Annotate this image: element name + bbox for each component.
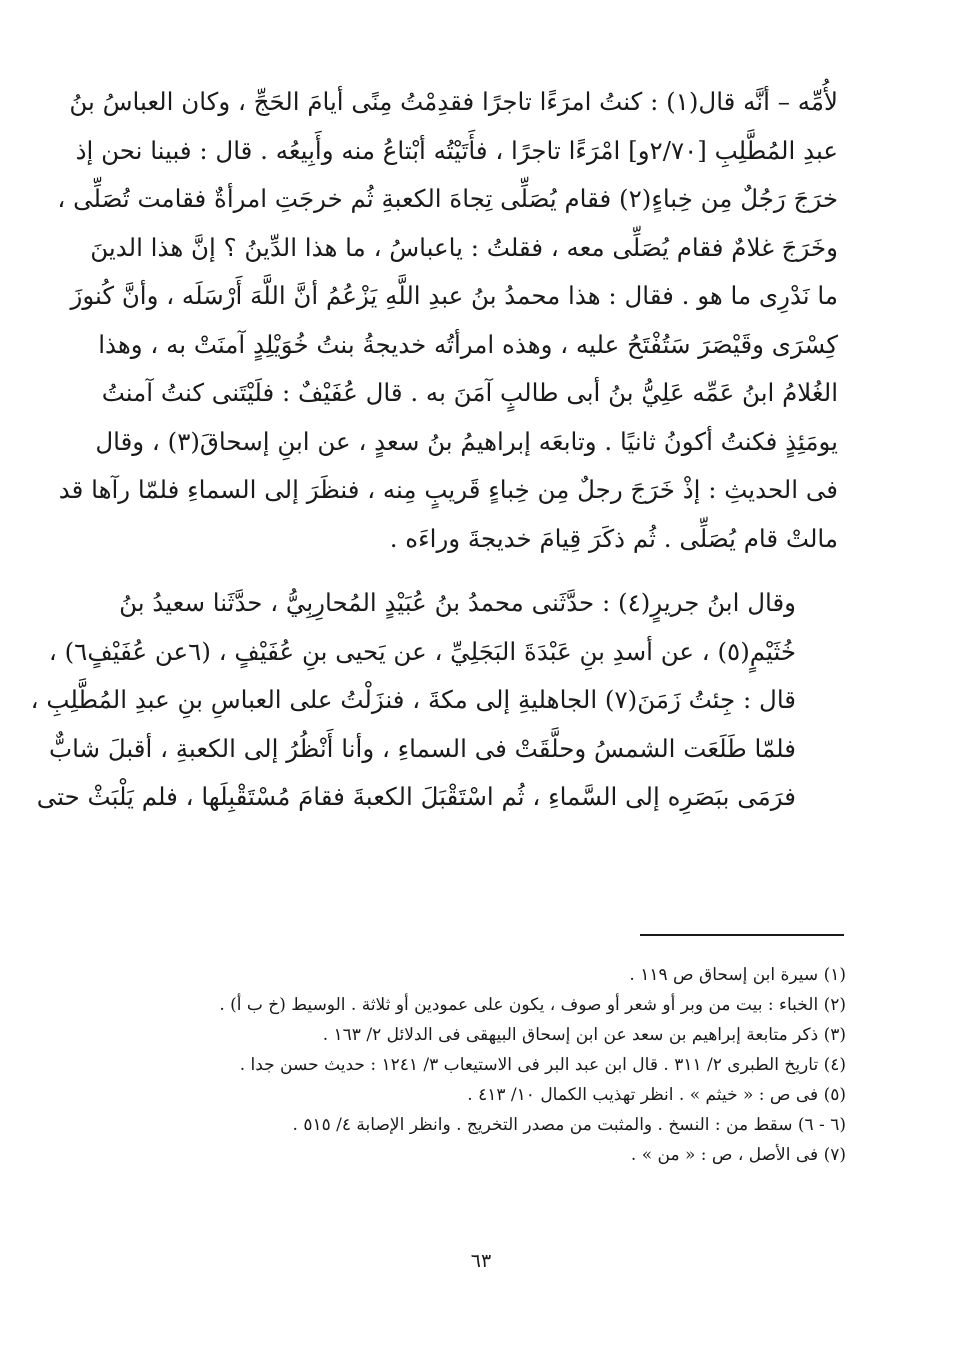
paragraph-1 <box>57 78 838 563</box>
text-line: الغُلامُ ابنُ عَمِّه عَلِيُّ بنُ أبى طالبٍ آمَنَ به . قال عُفَيْفٌ : فلَيْتَنى كنتُ آمنتُ <box>101 378 838 407</box>
footnote-divider <box>640 934 844 936</box>
footnote-2: (٢) الخباء : بيت من وبر أو شعر أو صوف ، يكون على عمودين أو ثلاثة . الوسيط (خ ب أ) . <box>219 995 846 1015</box>
text-line: فرَمَى ببَصَرِه إلى السَّماءِ ، ثُم اسْتَقْبَلَ الكعبةَ فقامَ مُسْتَقْبِلَها ، فلم يَلْبَثْ حتى <box>36 782 796 811</box>
paragraph-2 <box>30 579 838 822</box>
text-line: خُثَيْمٍ(٥) ، عن أسدِ بنِ عَبْدَةَ البَجَلِيِّ ، عن يَحيى بنِ عُفَيْفٍ ، (٦عن عُفَيْفٍ٦) ، <box>48 636 796 666</box>
text-line: ما نَدْرِى ما هو . فقال : هذا محمدُ بنُ عبدِ اللَّهِ يَزْعُمُ أنَّ اللَّهَ أَرْسَلَه ، وأنَّ كُنوزَ <box>70 281 838 310</box>
text-line: قال : جِئتُ زَمَنَ(٧) الجاهليةِ إلى مكةَ ، فنزَلْتُ على العباسِ بنِ عبدِ المُطَّلِبِ ، <box>30 685 796 714</box>
footnote-7: (٧) فى الأصل ، ص : « من » . <box>630 1145 846 1165</box>
footnote-3: (٣) ذكر متابعة إبراهيم بن سعد عن ابن إسحاق البيهقى فى الدلائل ٢/ ١٦٣ . <box>322 1025 846 1045</box>
footnote-5: (٥) فى ص : « خيثم » . انظر تهذيب الكمال ١٠/ ٤١٣ . <box>467 1085 846 1105</box>
footnote-1: (١) سيرة ابن إسحاق ص ١١٩ . <box>629 965 846 985</box>
text-line: كِسْرَى وقَيْصَرَ سَتُفْتَحُ عليه ، وهذه امرأتُه خديجةُ بنتُ خُوَيْلِدٍ آمنَتْ به ، وهذا <box>98 329 838 359</box>
text-line: فى الحديثِ : إذْ خَرَجَ رجلٌ مِن خِباءٍ قَريبٍ مِنه ، فنظَرَ إلى السماءِ فلمّا رآها قد <box>58 475 838 504</box>
text-line: خرَجَ رَجُلٌ مِن خِباءٍ(٢) فقام يُصَلِّى تِجاهَ الكعبةِ ثُم خرجَتِ امرأةٌ فقامت تُصَلِّى ، <box>57 184 838 213</box>
page-number: ٦٣ <box>470 1250 492 1272</box>
footnotes <box>138 960 846 1170</box>
text-line: وخَرَجَ غلامٌ فقام يُصَلِّى معه ، فقلتُ : ياعباسُ ، ما هذا الدِّينُ ؟ إنَّ هذا الدينَ <box>90 232 838 262</box>
text-line: فلمّا طَلَعَت الشمسُ وحلَّقَتْ فى السماءِ ، وأنا أَنْظُرُ إلى الكعبةِ ، أقبلَ شابٌّ <box>49 733 796 763</box>
footnote-4: (٤) تاريخ الطبرى ٢/ ٣١١ . قال ابن عبد البر فى الاستيعاب ٣/ ١٢٤١ : حديث حسن جدا . <box>239 1055 846 1075</box>
text-line: لأُمِّه – أنَّه قال(١) : كنتُ امرَءًا تاجرًا فقدِمْتُ مِنًى أيامَ الحَجِّ ، وكان العباسُ بنُ <box>69 87 838 116</box>
text-line: عبدِ المُطَّلِبِ [٢/٧٠و] امْرَءًا تاجرًا ، فأَتَيْتُه أبْتاعُ منه وأَبِيعُه . قال : فبينا نحن إذ <box>75 135 838 165</box>
main-text <box>30 78 838 822</box>
text-line: وقال ابنُ جريرٍ(٤) : حدَّثَنى محمدُ بنُ عُبَيْدٍ المُحارِبِيُّ ، حدَّثَنا سعيدُ بنُ <box>119 588 796 617</box>
text-line: مالتْ قام يُصَلِّى . ثُم ذكَرَ قِيامَ خديجةَ وراءَه . <box>389 523 838 553</box>
text-line: يومَئِذٍ فكنتُ أكونُ ثانيًا . وتابعَه إبراهيمُ بنُ سعدٍ ، عن ابنِ إسحاقَ(٣) ، وقال <box>95 426 838 456</box>
footnote-6: (٦ - ٦) سقط من : النسخ . والمثبت من مصدر التخريج . وانظر الإصابة ٤/ ٥١٥ . <box>292 1115 846 1135</box>
